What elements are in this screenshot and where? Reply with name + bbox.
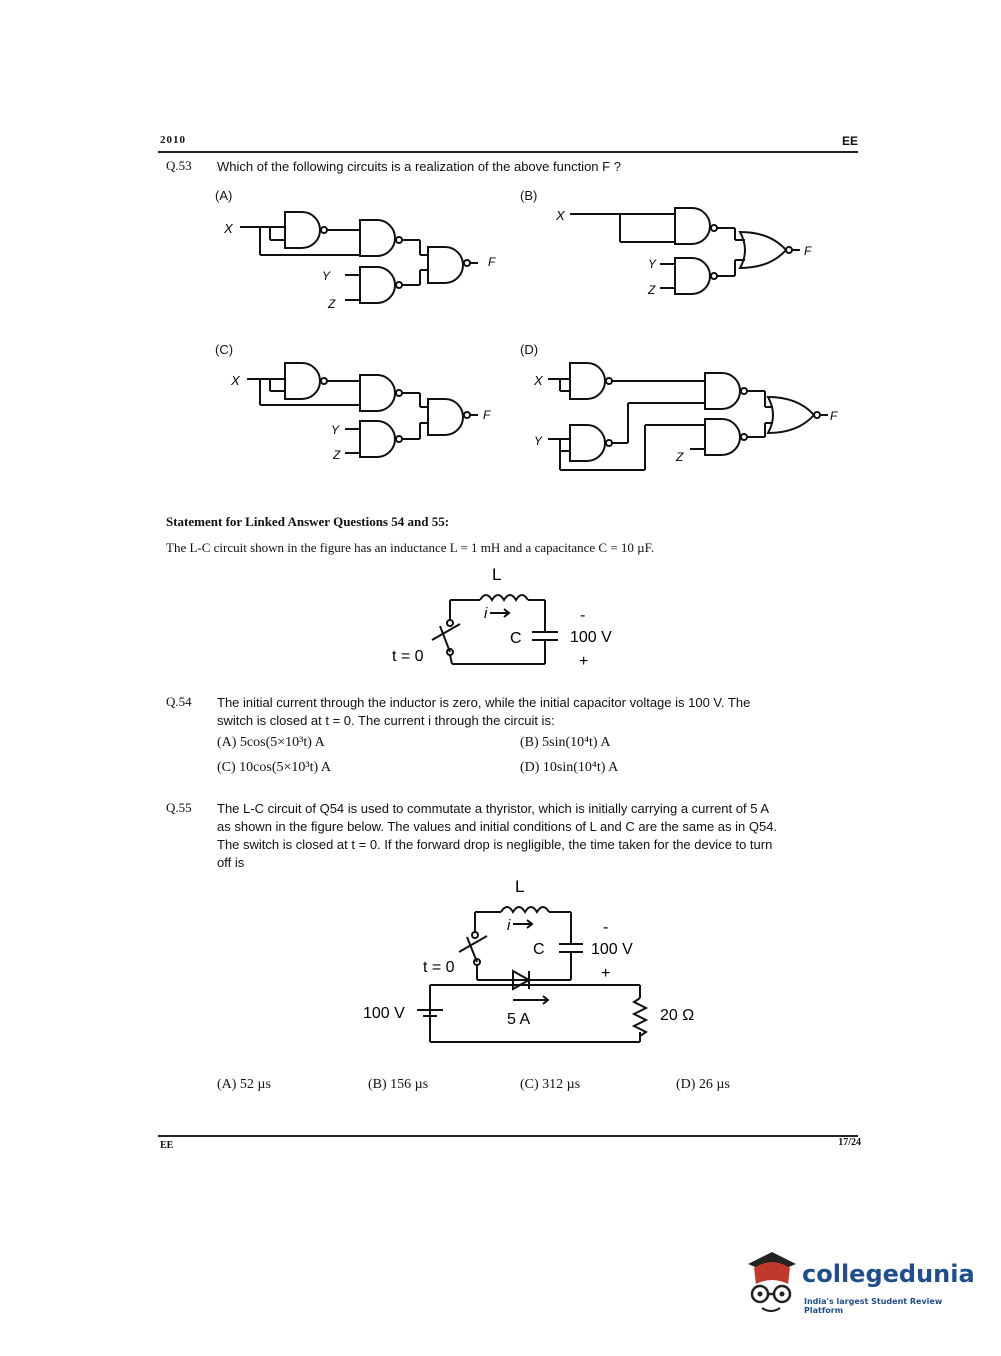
footer-code: EE <box>160 1140 174 1151</box>
f-label: F <box>483 408 491 422</box>
q54-text-line1: The initial current through the inductor is zero, while the initial capacitor voltage is 100 V. The <box>217 695 751 710</box>
q54-option-c: (C) 10cos(5×10³t) A <box>217 760 331 775</box>
q53-circuit-d <box>530 355 850 480</box>
y-label: Y <box>648 257 657 271</box>
x-label: X <box>534 373 543 388</box>
q53-circuit-c <box>225 355 515 475</box>
statement-body: The L-C circuit shown in the figure has an inductance L = 1 mH and a capacitance C = 10 µF. <box>166 540 655 555</box>
switch-label: t = 0 <box>392 648 424 665</box>
q53-option-d-label: (D) <box>520 342 539 357</box>
commutation-circuit <box>355 870 695 1050</box>
current-label: i <box>507 917 511 934</box>
q55-line2: as shown in the figure below. The values and initial conditions of L and C are the same as in Q54. <box>217 819 778 834</box>
q55-option-b: (B) 156 µs <box>368 1077 429 1092</box>
minus-label: - <box>580 607 586 624</box>
z-label: Z <box>328 297 336 311</box>
logo-tagline: India's largest Student Review Platform <box>804 1297 943 1315</box>
q53-text: Which of the following circuits is a realization of the above function F ? <box>217 159 621 174</box>
switch-label: t = 0 <box>423 959 455 976</box>
lc-circuit <box>380 560 640 675</box>
f-label: F <box>804 244 812 258</box>
z-label: Z <box>333 448 341 462</box>
minus-label: - <box>603 919 609 936</box>
q53-option-b-label: (B) <box>520 188 538 203</box>
x-label: X <box>231 373 240 388</box>
footer-page-number: 17/24 <box>838 1137 861 1148</box>
q53-option-a-label: (A) <box>215 188 233 203</box>
resistor-label: 20 Ω <box>660 1007 695 1024</box>
voltage-label: 100 V <box>570 629 612 646</box>
q54-option-d: (D) 10sin(10⁴t) A <box>520 760 619 775</box>
x-label: X <box>224 221 233 236</box>
q55-option-a: (A) 52 µs <box>217 1077 271 1092</box>
q55-line3: The switch is closed at t = 0. If the forward drop is negligible, the time taken for the device to turn <box>217 837 773 852</box>
q55-number: Q.55 <box>166 800 192 815</box>
z-label: Z <box>676 450 684 464</box>
load-current-label: 5 A <box>507 1011 531 1028</box>
statement-title: Statement for Linked Answer Questions 54 and 55: <box>166 514 450 529</box>
header-year: 2010 <box>160 134 186 146</box>
q55-line1: The L-C circuit of Q54 is used to commutate a thyristor, which is initially carrying a current of 5 A <box>217 801 769 816</box>
y-label: Y <box>331 423 340 437</box>
q54-option-b: (B) 5sin(10⁴t) A <box>520 735 611 750</box>
footer-rule <box>158 1135 858 1137</box>
mascot-icon <box>740 1250 800 1320</box>
q55-option-d: (D) 26 µs <box>676 1077 730 1092</box>
inductor-label: L <box>492 565 502 584</box>
header-rule <box>158 151 858 153</box>
q55-option-c: (C) 312 µs <box>520 1077 581 1092</box>
z-label: Z <box>648 283 656 297</box>
f-label: F <box>830 409 838 423</box>
capacitor-label: C <box>510 630 522 647</box>
q54-option-a: (A) 5cos(5×10³t) A <box>217 735 325 750</box>
capacitor-label: C <box>533 941 545 958</box>
q55-line4: off is <box>217 855 245 870</box>
header-code: EE <box>841 134 858 148</box>
plus-label: + <box>579 653 589 670</box>
f-label: F <box>488 255 496 269</box>
q54-number: Q.54 <box>166 694 192 709</box>
q53-circuit-b <box>550 200 830 310</box>
current-label: i <box>484 605 488 622</box>
q53-circuit-a <box>220 200 510 325</box>
x-label: X <box>556 208 565 223</box>
cap-voltage-label: 100 V <box>591 941 633 958</box>
collegedunia-logo <box>740 1250 975 1320</box>
q53-option-c-label: (C) <box>215 342 234 357</box>
source-label: 100 V <box>363 1005 405 1022</box>
plus-label: + <box>601 965 611 982</box>
logo-name: collegedunia <box>802 1260 975 1288</box>
q54-text-line2: switch is closed at t = 0. The current i through the circuit is: <box>217 713 555 728</box>
inductor-label: L <box>515 877 525 896</box>
y-label: Y <box>322 269 331 283</box>
q53-number: Q.53 <box>166 158 192 173</box>
y-label: Y <box>534 434 543 448</box>
